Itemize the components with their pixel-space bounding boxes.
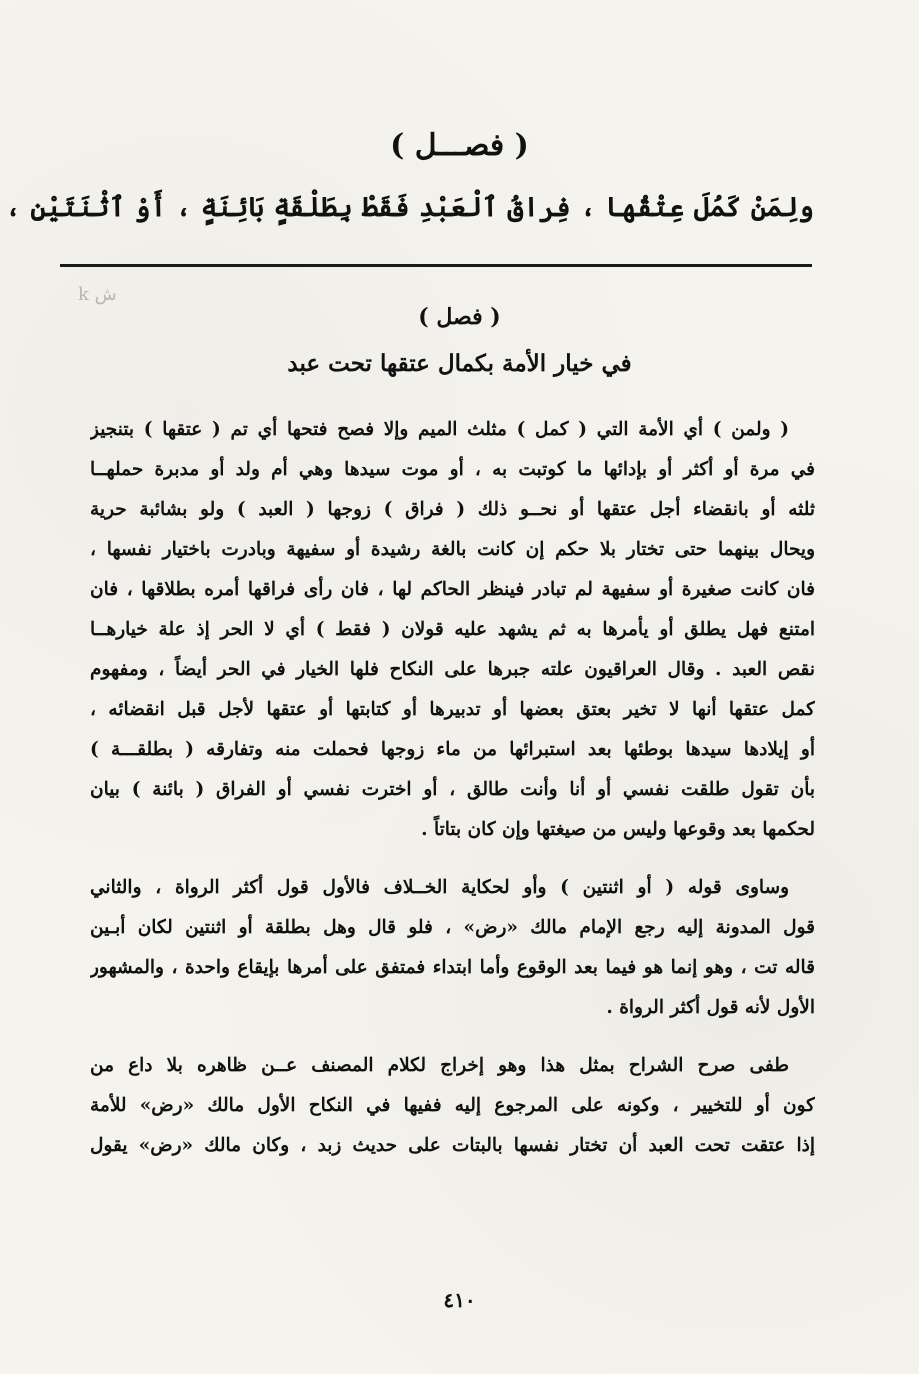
text-line: طفى صرح الشراح بمثل هذا وهو إخراج لكلام المصنف عــن ظاهره بلا داع من: [90, 1055, 789, 1076]
section-heading-sub: ( فصل ): [418, 304, 501, 330]
text-line: في مرة أو أكثر أو بإدائها ما كوتبت به ، أو موت سيدها وهي أم ولد أو مدبرة حملهــا: [90, 459, 815, 480]
text-line: كون أو للتخيير ، وكونه على المرجوع إليه ففيها في النكاح الأول مالك «رض» للأمة: [90, 1095, 815, 1116]
faint-mark: k ش: [78, 284, 117, 305]
section-title: في خيار الأمة بكمال عتقها تحت عبد: [287, 350, 632, 377]
section-heading-top: ( فصـــل ): [390, 128, 529, 163]
text-line: الأول لأنه قول أكثر الرواة .: [606, 997, 815, 1018]
text-line: قول المدونة إليه رجع الإمام مالك «رض» ، فلو قال وهل بطلقة أو اثنتين لكان أبـين: [90, 917, 815, 938]
paragraph-3: [90, 1046, 815, 1166]
text-line: امتنع فهل يطلق أو يأمرها به ثم يشهد عليه قولان ( فقط ) أي لا الحر إذ علة خيارهــا: [90, 619, 815, 640]
paragraph-1: [90, 410, 815, 850]
text-line: لحكمها بعد وقوعها وليس من صيغتها وإن كان بتاتاً .: [421, 819, 815, 840]
text-line: ثلثه أو بانقضاء أجل عتقها أو نحــو ذلك ( فراق ) زوجها ( العبد ) ولو بشائبة حرية: [90, 499, 815, 520]
text-line: بأن تقول طلقت نفسي أو أنا وأنت طالق ، أو اخترت نفسي أو الفراق ( بائنة ) بيان: [90, 779, 815, 800]
text-line: فان كانت صغيرة أو سفيهة لم تبادر فينظر الحاكم لها ، فان رأى فراقها أمره بطلاقها ، فان: [90, 579, 815, 600]
text-line: ويحال بينهما حتى تختار بلا حكم إن كانت بالغة رشيدة أو سفيهة وبادرت باختيار نفسها ،: [90, 539, 815, 560]
text-line: نقص العبد . وقال العراقيون علته جبرها على النكاح فلها الخيار في الحر أيضاً ، ومفهوم: [90, 659, 815, 680]
text-line: إذا عتقت تحت العبد أن تختار نفسها بالبتات على حديث زبد ، وكان مالك «رض» يقول: [90, 1135, 815, 1156]
commentary-body: [90, 410, 815, 1166]
matn-text: ولِمَنْ كَمُلَ عِتْقُها ، فِراقُ ٱلْعَبْدِ فَقَطْ بِطَلْقَةٍ بَائِنَةٍ ، أَوْ ٱثْنَتَيْنِ ،: [5, 192, 814, 223]
divider-rule: [60, 264, 812, 267]
paragraph-2: [90, 868, 815, 1028]
text-line: أو إيلادها سيدها بوطئها بعد استبرائها من ماء زوجها فحملت منه وتفارقه ( بطلقـــة ): [90, 739, 815, 760]
text-line: وساوى قوله ( أو اثنتين ) وأو لحكاية الخــلاف فالأول قول أكثر الرواة ، والثاني: [90, 877, 789, 898]
page-number: ٤١٠: [443, 1288, 476, 1312]
text-line: ( ولمن ) أي الأمة التي ( كمل ) مثلث الميم وإلا فصح فتحها أي تم ( عتقها ) بتنجيز: [90, 419, 789, 440]
text-line: كمل عتقها أنها لا تخير بعتق بعضها أو تدبيرها أو كتابتها أو عتقها لأجل قبل انقضائه ،: [90, 699, 815, 720]
text-line: قاله تت ، وهو إنما هو فيما بعد الوقوع وأما ابتداء فمتفق على أمرها بإيقاع واحدة ، والمشهور: [90, 957, 815, 978]
